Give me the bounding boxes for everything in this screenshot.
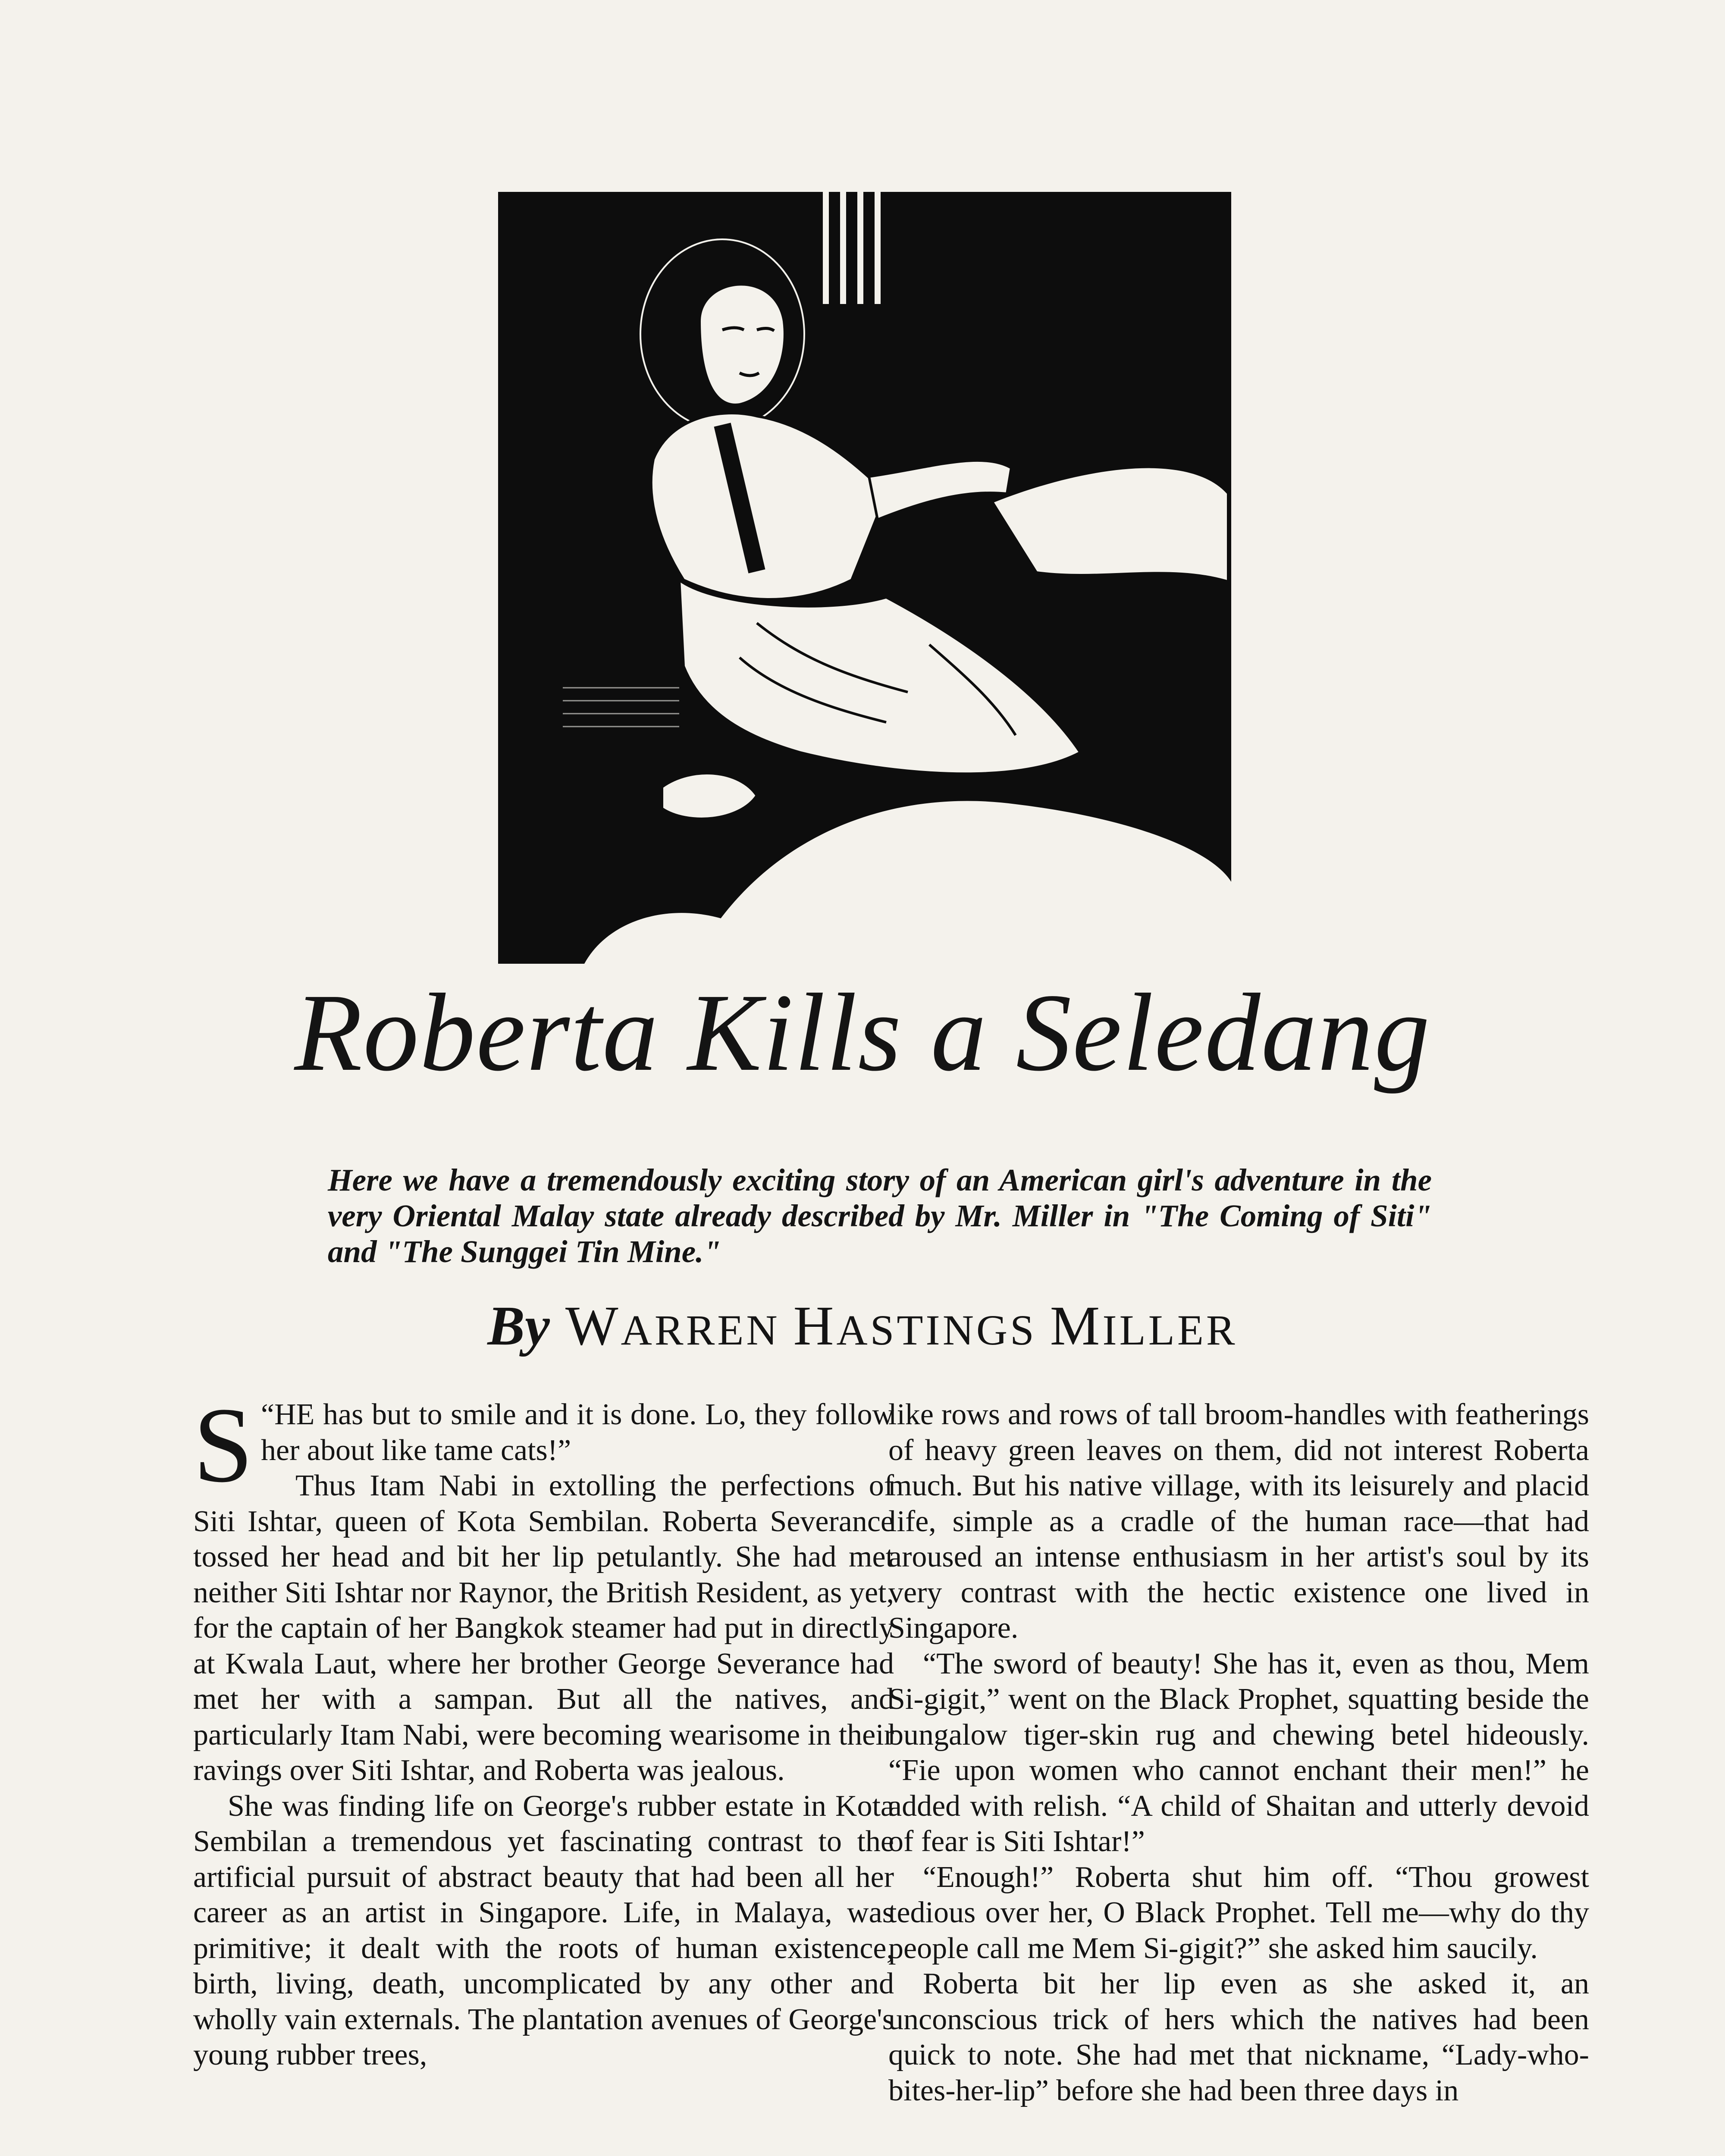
woman-seated-illustration <box>498 192 1231 964</box>
paragraph: “Enough!” Roberta shut him off. “Thou growest tedious over her, O Black Prophet. Tell me—why do thy people call me Mem Si-gigit?” she asked him saucily. <box>888 1860 1589 1965</box>
text-column-left <box>193 1385 894 2073</box>
paragraph: “The sword of beauty! She has it, even as thou, Mem Si-gigit,” went on the Black Prophet, squatting beside the bungalow tiger-skin rug and chewing betel hideously. “Fie upon women who cannot enchant their men!” he added with relish. “A child of Shaitan and utterly devoid of fear is Siti Ishtar!” <box>888 1647 1589 1858</box>
article-title: Roberta Kills a Seledang <box>294 971 1431 1094</box>
byline-prefix: By <box>487 1295 550 1357</box>
byline <box>0 1295 1725 1357</box>
article-blurb: Here we have a tremendously exciting story of an American girl's adventure in the very Oriental Malay state already described by Mr. Miller in "The Coming of Siti" and "The Sunggei Tin Mine." <box>328 1163 1432 1269</box>
text-column-right <box>888 1397 1589 2109</box>
author-name: WARREN HASTINGS MILLER <box>565 1295 1238 1357</box>
open-quote: “ <box>261 1398 275 1431</box>
paragraph: Thus Itam Nabi in extolling the perfections of Siti Ishtar, queen of Kota Sembilan. Roberta Severance tossed her head and bit her lip petulantly. She had met neither Siti Ishtar nor Raynor, the British Resident, as yet, for the captain of her Bangkok steamer had put in directly at Kwala Laut, where her brother George Severance had met her with a sampan. But all the natives, and particularly Itam Nabi, were becoming wearisome in their ravings over Siti Ishtar, and Roberta was jealous. <box>193 1469 894 1787</box>
paragraph: “ S HE has but to smile and it is done. Lo, they follow her about like tame cats!” <box>193 1385 894 1505</box>
paragraph: like rows and rows of tall broom-handles with featherings of heavy green leaves on them, did not interest Roberta much. But his native village, with its leisurely and placid life, simple as a cradle of the human race—that had aroused an intense enthusiasm in her artist's soul by its very contrast with the hectic existence one lived in Singapore. <box>888 1398 1589 1645</box>
paragraph: She was finding life on George's rubber estate in Kota Sembilan a tremendous yet fascinating contrast to the artificial pursuit of abstract beauty that had been all her career as an artist in Singapore. Life, in Malaya, was primitive; it dealt with the roots of human existence, birth, living, death, uncomplicated by any other and wholly vain externals. The plantation avenues of George's young rubber trees, <box>193 1789 894 2071</box>
drop-cap: S <box>193 1385 254 1505</box>
story-illustration <box>498 192 1231 964</box>
paragraph: Roberta bit her lip even as she asked it, an unconscious trick of hers which the natives had been quick to note. She had met that nickname, “Lady-who-bites-her-lip” before she had been three days in <box>888 1967 1589 2107</box>
